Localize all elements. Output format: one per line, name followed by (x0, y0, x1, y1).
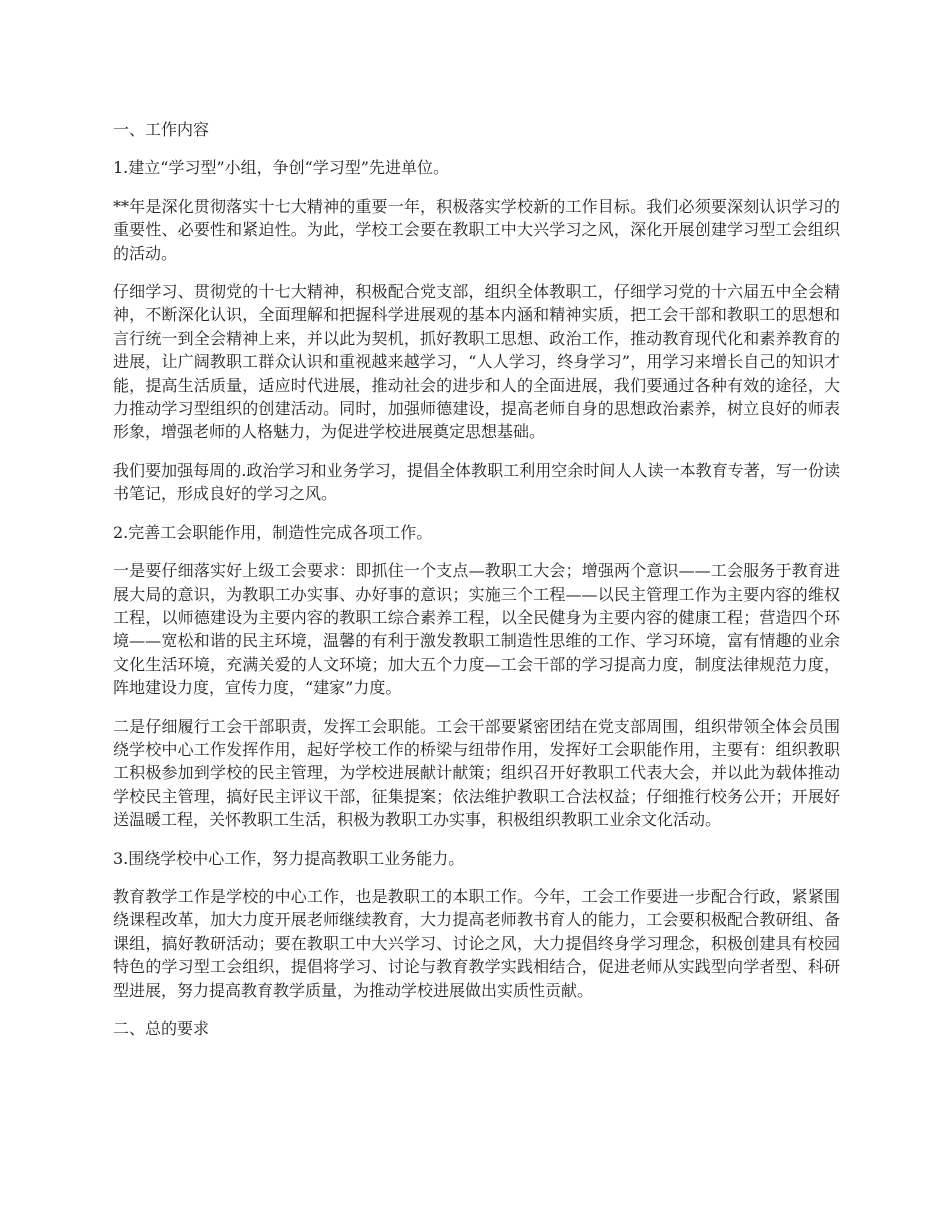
section-heading-general-requirements: 二、总的要求 (113, 1019, 210, 1038)
document-body (113, 118, 840, 1055)
subheading-learning-group: 1.建立“学习型”小组，争创“学习型”先进单位。 (113, 158, 449, 178)
subheading-school-center: 3.围绕学校中心工作，努力提高教职工业务能力。 (113, 848, 465, 868)
paragraph-teaching-work: 教育教学工作是学校的中心工作，也是教职工的本职工作。今年，工会工作要进一步配合行政，紧紧围绕课程改革，加大力度开展老师继续教育，大力提高老师教书育人的能力，工会要积极配合教研组、备课组，搞好教研活动；要在教职工中大兴学习、讨论之风，大力提倡终身学习理念，积极创建具有校园特色的学习型工会组织，提倡将学习、讨论与教育教学实践相结合，促进老师从实践型向学者型、科研型进展，努力提高教育教学质量，为推动学校进展做出实质性贡献。 (113, 886, 840, 1000)
paragraph-second-point: 二是仔细履行工会干部职责，发挥工会职能。工会干部要紧密团结在党支部周围，组织带领全体会员围绕学校中心工作发挥作用，起好学校工作的桥梁与纽带作用，发挥好工会职能作用，主要有：组织教职工积极参加到学校的民主管理，为学校进展献计献策；组织召开好教职工代表大会，并以此为载体推动学校民主管理，搞好民主评议干部，征集提案；依法维护教职工合法权益；仔细推行校务公开；开展好送温暖工程，关怀教职工生活，积极为教职工办实事，积极组织教职工业余文化活动。 (113, 716, 840, 830)
paragraph-first-point: 一是要仔细落实好上级工会要求：即抓住一个支点—教职工大会；增强两个意识——工会服务于教育进展大局的意识，为教职工办实事、办好事的意识；实施三个工程——以民主管理工作为主要内容的维权工程，以师德建设为主要内容的教职工综合素养工程，以全民健身为主要内容的健康工程；营造四个环境——宽松和谐的民主环境，温馨的有利于激发教职工制造性思维的工作、学习环境，富有情趣的业余文化生活环境，充满关爱的人文环境；加大五个力度—工会干部的学习提高力度，制度法律规范力度，阵地建设力度，宣传力度，“建家”力度。 (113, 561, 840, 698)
paragraph-study-spirit: 仔细学习、贯彻党的十七大精神，积极配合党支部，组织全体教职工，仔细学习党的十六届五中全会精神，不断深化认识，全面理解和把握科学进展观的基本内涵和精神实质，把工会干部和教职工的思想和言行统一到全会精神上来，并以此为契机，抓好教职工思想、政治工作，推动教育现代化和素养教育的进展，让广阔教职工群众认识和重视越来越学习，“人人学习，终身学习”，用学习来增长自己的知识才能，提高生活质量，适应时代进展，推动社会的进步和人的全面进展，我们要通过各种有效的途径，大力推动学习型组织的创建活动。同时，加强师德建设，提高老师自身的思想政治素养，树立良好的师表形象，增强老师的人格魅力，为促进学校进展奠定思想基础。 (113, 282, 840, 442)
paragraph-weekly-study: 我们要加强每周的.政治学习和业务学习，提倡全体教职工利用空余时间人人读一本教育专著，写一份读书笔记，形成良好的学习之风。 (113, 460, 840, 504)
subheading-union-function: 2.完善工会职能作用，制造性完成各项工作。 (113, 522, 433, 542)
section-heading-work-content: 一、工作内容 (113, 120, 210, 139)
paragraph-intro: **年是深化贯彻落实十七大精神的重要一年，积极落实学校新的工作目标。我们必须要深刻认识学习的重要性、必要性和紧迫性。为此，学校工会要在教职工中大兴学习之风，深化开展创建学习型工会组织的活动。 (113, 196, 840, 263)
